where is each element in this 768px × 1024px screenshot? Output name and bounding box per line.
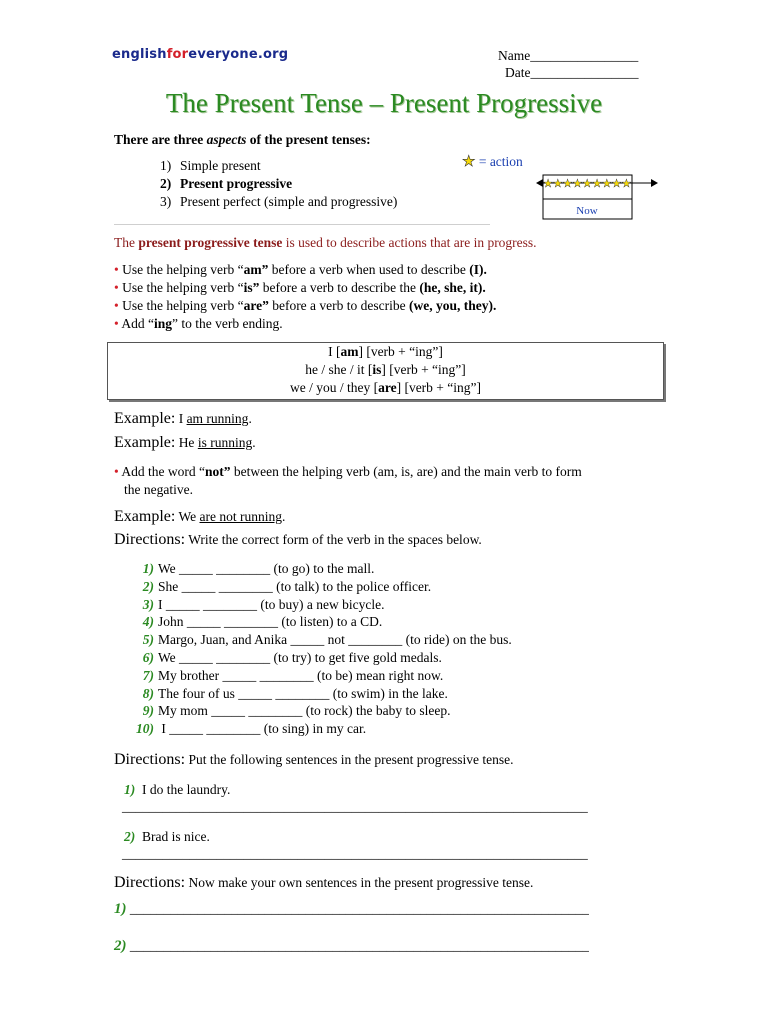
action-stars — [543, 178, 631, 190]
example-pre: We — [175, 509, 200, 524]
exercise-text: I _____ ________ (to sing) in my car. — [158, 721, 367, 737]
bullet-icon: • — [114, 464, 122, 479]
logo-english: english — [112, 47, 167, 62]
name-field[interactable]: Name________________ — [498, 48, 639, 63]
intro-after: of the present tenses: — [246, 132, 371, 147]
date-field[interactable]: Date________________ — [505, 65, 639, 80]
action-legend — [462, 152, 523, 171]
action-star-icon: ★ — [572, 178, 583, 190]
desc-bold: present progressive tense — [138, 235, 283, 250]
table-row — [108, 362, 663, 378]
example-pre: I — [175, 411, 187, 426]
own-num: 2) — [114, 938, 127, 954]
action-star-icon: ★ — [592, 178, 602, 190]
bullet-t2: before a verb to describe — [268, 298, 410, 313]
bullet-t1: Add the word “ — [121, 464, 205, 479]
directions-2 — [114, 751, 514, 769]
exercise-item[interactable] — [134, 631, 512, 649]
exercise-text: My mom _____ ________ (to rock) the baby to sleep. — [158, 703, 451, 719]
arrow-left-icon — [536, 179, 543, 187]
legend-text: = action — [478, 154, 523, 169]
own-line[interactable]: ____________________________________________________________________ — [129, 938, 589, 953]
bullet-item — [114, 297, 496, 315]
desc-before: The — [114, 235, 139, 250]
aspects-list — [160, 157, 397, 211]
own-line[interactable]: ____________________________________________________________________ — [129, 901, 589, 916]
bullet-t1: Add “ — [121, 316, 154, 331]
desc-after: is used to describe actions that are in progress. — [282, 235, 537, 250]
transform-item — [124, 782, 230, 798]
aspect-item — [160, 193, 397, 211]
intro-before: There are three — [114, 132, 207, 147]
transform-text: I do the laundry. — [142, 782, 231, 797]
action-star-icon: ★ — [582, 178, 593, 190]
example-1 — [114, 410, 252, 428]
bullet-b1: is” — [243, 280, 260, 295]
row-subject: we / you / they [ — [289, 380, 379, 395]
row-subject: he / she / it [ — [305, 362, 373, 377]
name-date-block — [498, 47, 638, 81]
exercise-item[interactable] — [134, 613, 512, 631]
exercise-text: We _____ ________ (to try) to get five gold medals. — [158, 649, 442, 665]
exercise-num: 3) — [142, 596, 154, 612]
transform-text: Brad is nice. — [142, 829, 210, 844]
exercise-text: My brother _____ ________ (to be) mean right now. — [158, 667, 444, 683]
bullet-t1: Use the helping verb “ — [122, 280, 244, 295]
action-star-icon: ★ — [621, 178, 632, 190]
exercise-item[interactable] — [134, 667, 512, 685]
conjugation-table — [107, 342, 664, 400]
directions-text: Now make your own sentences in the present progressive tense. — [185, 875, 534, 890]
directions-3 — [114, 874, 533, 892]
directions-label: Directions: — [114, 751, 186, 768]
table-row — [108, 380, 663, 396]
star-icon: ★ — [462, 154, 476, 170]
bullet-t1: Use the helping verb “ — [122, 262, 244, 277]
exercise-text: The four of us _____ ________ (to swim) in the lake. — [158, 685, 448, 701]
action-star-icon: ★ — [611, 178, 622, 190]
bullet-t3: the negative. — [124, 482, 193, 497]
exercise-item[interactable] — [134, 685, 512, 703]
exercise-num: 10) — [136, 721, 154, 737]
exercise-item[interactable] — [134, 649, 512, 667]
row-verb: are — [378, 380, 397, 395]
exercise-text: John _____ ________ (to listen) to a CD. — [158, 614, 383, 630]
example-label: Example: — [114, 410, 176, 427]
example-2 — [114, 434, 256, 452]
bullet-b2: (he, she, it). — [419, 280, 486, 295]
exercise-item[interactable] — [134, 720, 512, 738]
divider — [114, 224, 490, 225]
bullet-t2: between the helping verb (am, is, are) and the main verb to form — [230, 464, 582, 479]
example-underlined: are not running — [199, 509, 282, 524]
aspect-item — [160, 175, 397, 193]
aspect-num: 2) — [160, 176, 172, 191]
exercise-num: 6) — [142, 649, 154, 665]
own-sentence-line[interactable] — [114, 901, 589, 918]
own-num: 1) — [114, 901, 127, 917]
example-post: . — [248, 411, 252, 426]
logo-everyone: everyone.org — [188, 47, 289, 62]
exercise-num: 4) — [142, 614, 154, 630]
table-row — [108, 344, 663, 360]
transform-num: 2) — [124, 829, 136, 844]
bullet-b2: (we, you, they). — [409, 298, 497, 313]
row-rest: ] [verb + “ing”] — [396, 380, 482, 395]
row-verb: am — [340, 344, 359, 359]
row-rest: ] [verb + “ing”] — [358, 344, 443, 359]
action-star-icon: ★ — [543, 178, 553, 190]
exercise-list — [134, 560, 512, 738]
directions-text: Put the following sentences in the present progressive tense. — [185, 752, 514, 767]
exercise-item[interactable] — [134, 578, 512, 596]
example-post: . — [281, 509, 286, 524]
logo-for: for — [166, 47, 189, 62]
aspect-text: Present progressive — [180, 176, 293, 191]
exercise-text: Margo, Juan, and Anika _____ not ________ (to ride) on the bus. — [158, 632, 512, 648]
exercise-num: 2) — [142, 578, 154, 594]
bullet-t2: before a verb to describe the — [259, 280, 420, 295]
intro-italic: aspects — [206, 132, 247, 147]
directions-label: Directions: — [114, 874, 186, 891]
exercise-num: 1) — [142, 561, 154, 576]
aspect-text: Present perfect (simple and progressive) — [180, 194, 398, 209]
row-subject: I [ — [328, 344, 341, 359]
transform-item — [124, 829, 210, 845]
negative-bullet — [114, 463, 582, 499]
example-post: . — [252, 435, 256, 450]
exercise-text: She _____ ________ (to talk) to the police officer. — [158, 578, 432, 594]
page-title: The Present Tense – Present Progressive — [165, 88, 603, 118]
bullet-item — [114, 279, 496, 297]
bullet-icon: • — [114, 262, 123, 277]
bullet-b1: not” — [204, 464, 231, 479]
bullet-icon: • — [114, 280, 123, 295]
bullet-t2: before a verb when used to describe — [268, 262, 470, 277]
bullet-b1: am” — [243, 262, 269, 277]
bullet-b1: are” — [243, 298, 269, 313]
bullet-b2: (I). — [469, 262, 487, 277]
bullet-icon: • — [114, 316, 122, 331]
now-label: Now — [576, 205, 598, 217]
rules-bullets — [114, 261, 496, 333]
intro-text — [114, 132, 371, 148]
own-sentence-line[interactable] — [114, 938, 589, 955]
example-label: Example: — [114, 508, 176, 525]
aspect-text: Simple present — [180, 158, 261, 173]
exercise-item[interactable] — [134, 560, 512, 578]
directions-label: Directions: — [114, 531, 186, 548]
answer-line[interactable]: _____________________________________________________________________ — [122, 799, 588, 814]
arrow-right-icon — [651, 179, 658, 187]
site-logo — [112, 47, 288, 62]
bullet-t1: Use the helping verb “ — [122, 298, 244, 313]
aspect-num: 3) — [160, 194, 172, 209]
exercise-item[interactable] — [134, 702, 512, 720]
directions-1 — [114, 531, 482, 549]
action-star-icon: ★ — [562, 178, 573, 190]
exercise-item[interactable] — [134, 596, 512, 614]
bullet-item — [114, 261, 496, 279]
directions-text: Write the correct form of the verb in the spaces below. — [185, 532, 482, 547]
row-verb: is — [372, 362, 382, 377]
row-rest: ] [verb + “ing”] — [381, 362, 466, 377]
action-star-icon: ★ — [601, 178, 612, 190]
exercise-num: 7) — [142, 667, 154, 683]
bullet-item — [114, 315, 496, 333]
bullet-b1: ing — [153, 316, 172, 331]
transform-num: 1) — [124, 782, 136, 797]
exercise-num: 9) — [142, 703, 154, 719]
exercise-num: 5) — [142, 632, 154, 648]
aspect-num: 1) — [160, 158, 172, 173]
exercise-text: I _____ ________ (to buy) a new bicycle. — [158, 596, 385, 612]
example-label: Example: — [114, 434, 176, 451]
example-pre: He — [175, 435, 198, 450]
aspect-item — [160, 157, 397, 175]
example-3 — [114, 508, 285, 526]
bullet-icon: • — [114, 298, 123, 313]
timeline-diagram — [536, 170, 660, 226]
example-underlined: is running — [197, 435, 253, 450]
answer-line[interactable]: _____________________________________________________________________ — [122, 846, 588, 861]
example-underlined: am running — [186, 411, 249, 426]
exercise-num: 8) — [142, 685, 154, 701]
action-star-icon: ★ — [552, 178, 563, 190]
exercise-text: We _____ ________ (to go) to the mall. — [158, 561, 375, 576]
definition-text — [114, 235, 537, 251]
bullet-t2: ” to the verb ending. — [172, 316, 283, 331]
